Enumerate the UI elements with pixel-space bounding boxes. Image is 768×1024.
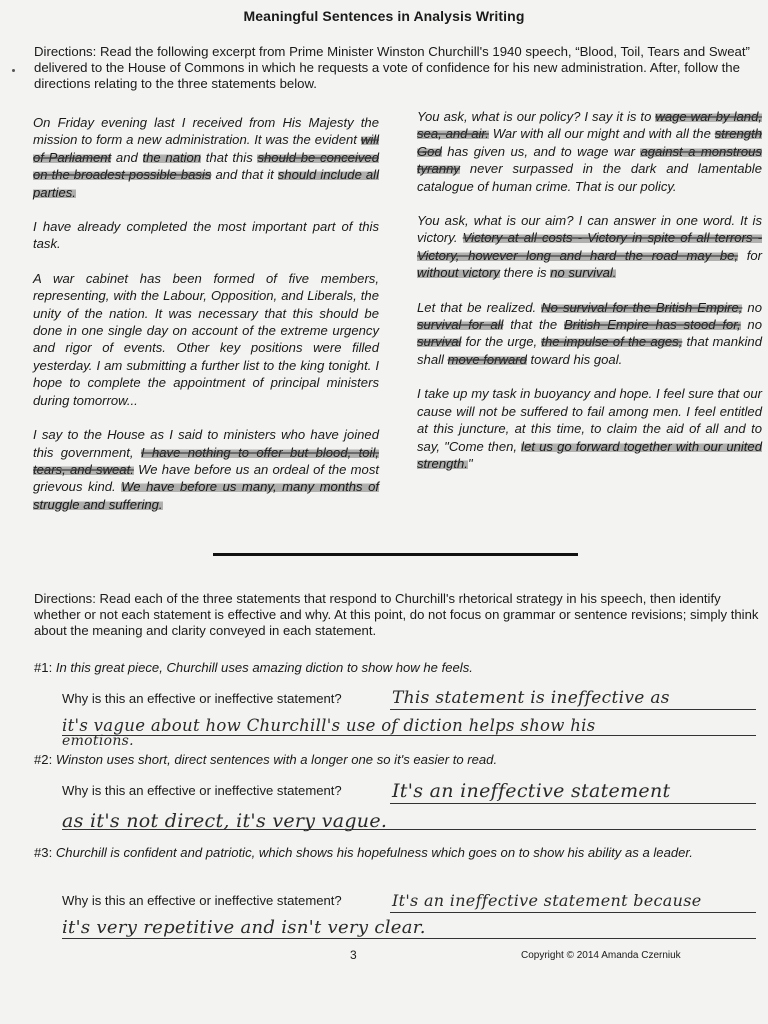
answer-line [390, 803, 756, 804]
highlighted-phrase: will of Parliament [33, 132, 379, 165]
speech-left-column [33, 114, 379, 530]
statement-3: #3: Churchill is confident and patriotic, which shows his hopefulness which goes on to show his ability as a leader. [34, 845, 693, 860]
answer-line [390, 709, 756, 710]
highlighted-phrase: should include all parties. [33, 167, 379, 200]
highlighted-phrase: Victory at all costs - Victory in spite of all terrors - Victory, however long and hard the road may be, [417, 230, 763, 263]
speech-directions: Directions: Read the following excerpt from Prime Minister Winston Churchill's 1940 speech, “Blood, Toil, Tears and Sweat” delivered to the House of Commons in which he requests a vote of confidence for his new administration. After, follow the directions relating to the three statements below. [34, 44, 750, 91]
page-number: 3 [350, 948, 357, 962]
highlighted-phrase: move forward [447, 351, 527, 367]
statement-3-question: Why is this an effective or ineffective statement? [62, 893, 342, 908]
highlighted-phrase: survival for all [417, 317, 504, 333]
answer-line [62, 735, 756, 736]
highlighted-phrase: We have before us many, many months of struggle and suffering. [33, 479, 379, 512]
highlighted-phrase: No survival for the British Empire, [541, 299, 743, 315]
section-divider [213, 553, 578, 556]
speech-paragraph: A war cabinet has been formed of five members, representing, with the Labour, Opposition, and Liberals, the unity of the nation. It was necessary that this should be done in one single day on account of the extreme urgency and rigor of events. Other key positions were filled yesterday. I am submitting a further list to the king tonight. I hope to complete the appointment of principal ministers during tomorrow... [33, 270, 379, 408]
page-title: Meaningful Sentences in Analysis Writing [243, 8, 525, 24]
statement-directions: Directions: Read each of the three statements that respond to Churchill's rhetorical strategy in his speech, then identify whether or not each statement is effective and why. At this point, do not focus on grammar or sentence revisions; simply think about the meaning and clarity conveyed in each statement. [34, 591, 759, 638]
highlighted-phrase: should be conceived on the broadest possible basis [33, 149, 379, 183]
statement-1-answer-line-3[interactable]: emotions. [62, 733, 134, 749]
speech-paragraph: You ask, what is our aim? I can answer in one word. It is victory. Victory at all costs - Victory in spite of all terrors - Victory, however long and hard the road may be, for without victory there is no survival. [417, 213, 763, 281]
speech-paragraph: I have already completed the most important part of this task. [33, 219, 379, 252]
highlighted-phrase: British Empire has stood for, [564, 317, 741, 333]
copyright-notice: Copyright © 2014 Amanda Czerniuk [521, 950, 681, 961]
answer-line [390, 912, 756, 913]
statement-2: #2: Winston uses short, direct sentences with a longer one so it's easier to read. [34, 752, 498, 767]
speech-paragraph: I say to the House as I said to ministers who have joined this government, I have nothing to offer but blood, toil, tears, and sweat. We have before us an ordeal of the most grievous kind. We have before us many, many months of struggle and suffering. [33, 427, 380, 512]
highlighted-phrase: survival [417, 334, 462, 350]
speech-paragraph: Let that be realized. No survival for the British Empire, no survival for all that the British Empire has stood for, no survival for the urge, the impulse of the ages, that mankind shall move forward toward his goal. [417, 299, 762, 367]
highlighted-phrase: wage war by land, sea, and air. [417, 109, 762, 142]
highlighted-phrase: the nation [142, 149, 202, 165]
statement-2-answer-line-1[interactable]: It's an ineffective statement [392, 780, 671, 802]
highlighted-phrase: against a monstrous tyranny [417, 143, 762, 177]
statement-2-answer-line-2[interactable]: as it's not direct, it's very vague. [62, 810, 388, 832]
speech-right-column [417, 108, 762, 489]
answer-line [62, 938, 756, 939]
speech-paragraph: I take up my task in buoyancy and hope. I feel sure that our cause will not be suffered to fail among men. I feel entitled at this juncture, at this time, to claim the aid of all and to say, "Come then, let us go forward together with our united strength." [417, 386, 762, 471]
speech-paragraph: You ask, what is our policy? I say it is to wage war by land, sea, and air. War with all our might and with all the strength God has given us, and to wage war against a monstrous tyranny never surpassed in the dark and lamentable catalogue of human crime. That is our policy. [417, 109, 763, 194]
highlighted-phrase: without victory [417, 265, 500, 281]
statement-1-answer-line-2[interactable]: it's vague about how Churchill's use of diction helps show his [62, 716, 596, 735]
statement-1-question: Why is this an effective or ineffective statement? [62, 691, 342, 706]
stray-mark [12, 69, 15, 72]
statement-2-question: Why is this an effective or ineffective statement? [62, 783, 342, 798]
speech-paragraph: On Friday evening last I received from His Majesty the mission to form a new administration. It was the evident will of Parliament and the nation that this should be conceived on the broadest possible basis and that it should include all parties. [33, 115, 379, 200]
statement-3-answer-line-2[interactable]: it's very repetitive and isn't very clear. [62, 917, 426, 938]
highlighted-phrase: let us go forward together with our united strength. [417, 438, 762, 471]
highlighted-phrase: the impulse of the ages, [541, 334, 683, 350]
statement-1-answer-line-1[interactable]: This statement is ineffective as [392, 688, 670, 708]
statement-3-answer-line-1[interactable]: It's an ineffective statement because [392, 891, 702, 910]
answer-line [62, 829, 756, 830]
highlighted-phrase: strength God [417, 126, 763, 159]
highlighted-phrase: no survival. [550, 265, 617, 281]
highlighted-phrase: I have nothing to offer but blood, toil, tears, and sweat. [33, 444, 380, 477]
statement-1: #1: In this great piece, Churchill uses amazing diction to show how he feels. [34, 660, 473, 675]
